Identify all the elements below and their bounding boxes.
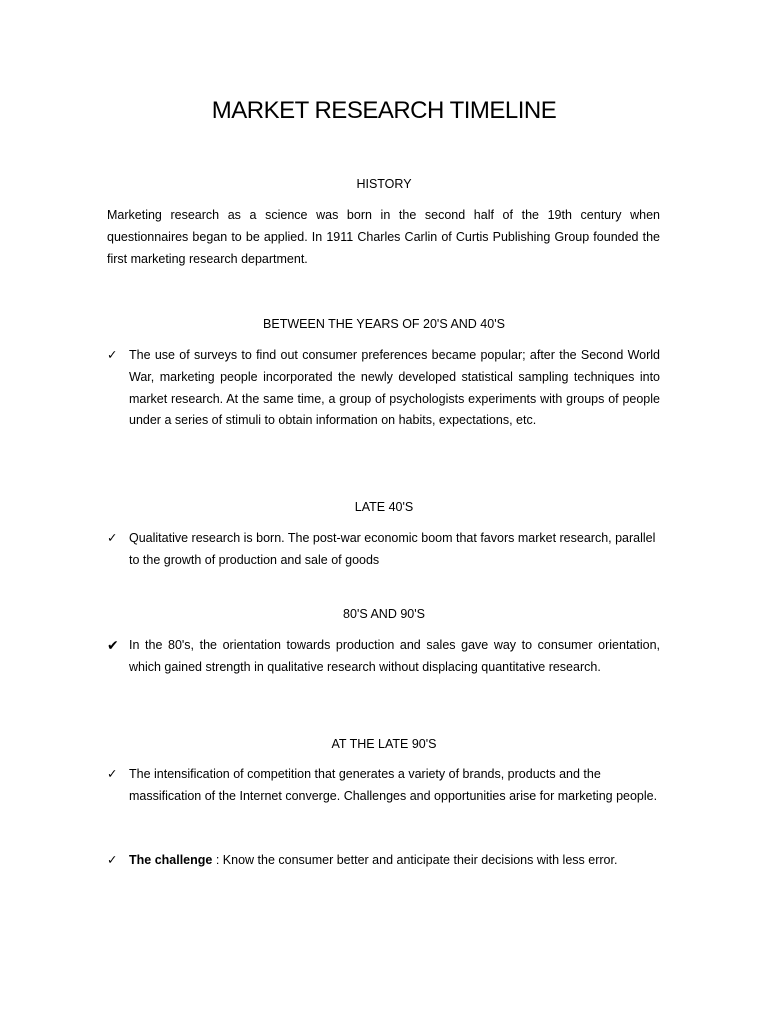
- checkmark-icon: ✓: [107, 853, 118, 867]
- page-title: MARKET RESEARCH TIMELINE: [211, 97, 557, 124]
- section-heading-late-40s: LATE 40'S: [354, 500, 414, 514]
- bullet-text: Qualitative research is born. The post-war economic boom that favors market research, parallel to the growth of production and sale of goods: [129, 531, 656, 567]
- checkmark-icon: ✓: [107, 531, 118, 545]
- bullet-text: The use of surveys to find out consumer preferences became popular; after the Second World War, marketing people incorporated the newly developed statistical sampling techniques into market research. At the same time, a group of psychologists experiments with groups of people under a series of stimuli to obtain information on habits, expectations, etc.: [129, 348, 660, 428]
- section-heading-late-90s: AT THE LATE 90'S: [331, 737, 437, 751]
- section-heading-80s-90s: 80'S AND 90'S: [343, 607, 425, 621]
- history-paragraph: Marketing research as a science was born in the second half of the 19th century when questionnaires began to be applied. In 1911 Charles Carlin of Curtis Publishing Group founded the first marketing research department.: [107, 208, 660, 266]
- challenge-description: : Know the consumer better and anticipate their decisions with less error.: [212, 853, 618, 867]
- section-heading-20s-40s: BETWEEN THE YEARS OF 20'S AND 40'S: [263, 317, 505, 331]
- list-item: [107, 345, 660, 432]
- list-item-challenge: [107, 850, 660, 872]
- list-item: [107, 635, 660, 679]
- checkmark-icon: ✓: [107, 348, 118, 362]
- bullet-text: In the 80's, the orientation towards production and sales gave way to consumer orientation, which gained strength in qualitative research without displacing quantitative research.: [129, 638, 660, 674]
- challenge-label: The challenge: [129, 853, 213, 867]
- bullet-text: The intensification of competition that generates a variety of brands, products and the massification of the Internet converge. Challenges and opportunities arise for marketing people.: [129, 767, 658, 803]
- checkmark-icon: ✔: [107, 637, 119, 653]
- section-heading-history: HISTORY: [356, 177, 412, 191]
- checkmark-icon: ✓: [107, 767, 118, 781]
- list-item: [107, 528, 660, 572]
- list-item: [107, 764, 660, 808]
- challenge-text: [129, 850, 660, 872]
